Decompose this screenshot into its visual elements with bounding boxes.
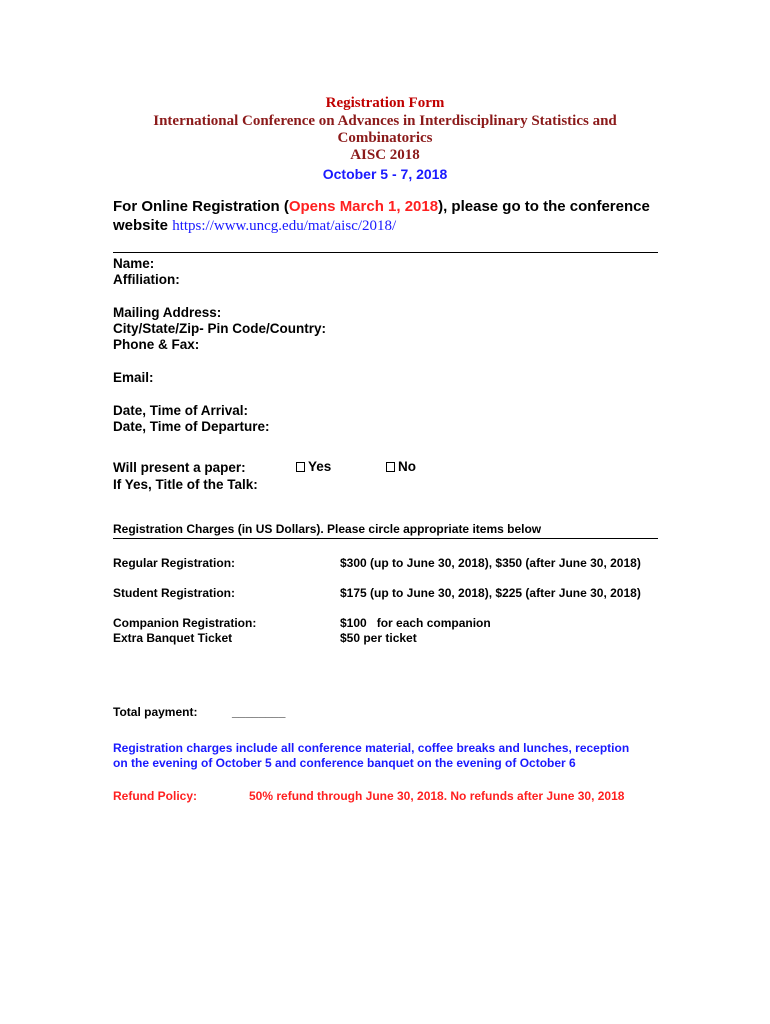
regular-registration-label: Regular Registration: xyxy=(113,556,236,570)
yes-checkbox[interactable] xyxy=(296,462,305,472)
charges-note-line2: on the evening of October 5 and conference banquet on the evening of October 6 xyxy=(113,756,576,770)
form-title: Registration Form xyxy=(325,95,445,111)
no-option[interactable] xyxy=(386,459,416,475)
email-label: Email: xyxy=(113,370,154,385)
city-state-label: City/State/Zip- Pin Code/Country: xyxy=(113,321,327,336)
departure-label: Date, Time of Departure: xyxy=(113,419,270,434)
yes-option[interactable] xyxy=(296,459,331,475)
mailing-address-label: Mailing Address: xyxy=(113,305,222,320)
charges-heading: Registration Charges (in US Dollars). Please circle appropriate items below xyxy=(113,522,542,536)
banquet-ticket-label: Extra Banquet Ticket xyxy=(113,631,233,645)
affiliation-label: Affiliation: xyxy=(113,272,180,287)
talk-title-label: If Yes, Title of the Talk: xyxy=(113,477,258,492)
charges-divider xyxy=(113,538,658,539)
divider xyxy=(113,252,658,253)
banquet-ticket-value: $50 per ticket xyxy=(340,631,417,645)
website-label: website xyxy=(113,217,173,234)
total-payment-blank[interactable]: ________ xyxy=(232,705,286,719)
no-checkbox[interactable] xyxy=(386,462,395,472)
refund-policy-label: Refund Policy: xyxy=(113,789,198,803)
arrival-label: Date, Time of Arrival: xyxy=(113,403,249,418)
conference-name-line2: Combinatorics xyxy=(337,130,433,146)
companion-registration-label: Companion Registration: xyxy=(113,616,257,630)
phone-fax-label: Phone & Fax: xyxy=(113,337,200,352)
regular-registration-value: $300 (up to June 30, 2018), $350 (after June 30, 2018) xyxy=(340,556,641,570)
yes-label: Yes xyxy=(308,459,332,474)
present-paper-label: Will present a paper: xyxy=(113,460,246,475)
online-registration-text xyxy=(113,197,673,236)
online-suffix: ), please go to the conference xyxy=(438,198,650,215)
online-prefix: For Online Registration ( xyxy=(113,198,289,215)
conference-website-link[interactable]: https://www.uncg.edu/mat/aisc/2018/ xyxy=(172,218,397,234)
conference-acronym: AISC 2018 xyxy=(350,147,420,163)
student-registration-value: $175 (up to June 30, 2018), $225 (after June 30, 2018) xyxy=(340,586,641,600)
conference-name-line1: International Conference on Advances in Interdisciplinary Statistics and xyxy=(153,113,617,129)
charges-note-line1: Registration charges include all conference material, coffee breaks and lunches, reception xyxy=(113,741,630,755)
companion-registration-value: $100 for each companion xyxy=(340,616,491,630)
conference-dates: October 5 - 7, 2018 xyxy=(322,166,448,182)
opens-date: Opens March 1, 2018 xyxy=(288,198,439,215)
student-registration-label: Student Registration: xyxy=(113,586,235,600)
no-label: No xyxy=(398,459,416,474)
refund-policy-text: 50% refund through June 30, 2018. No refunds after June 30, 2018 xyxy=(249,789,625,803)
total-payment-label: Total payment: xyxy=(113,705,198,719)
name-label: Name: xyxy=(113,256,155,271)
charges-note xyxy=(113,741,673,771)
